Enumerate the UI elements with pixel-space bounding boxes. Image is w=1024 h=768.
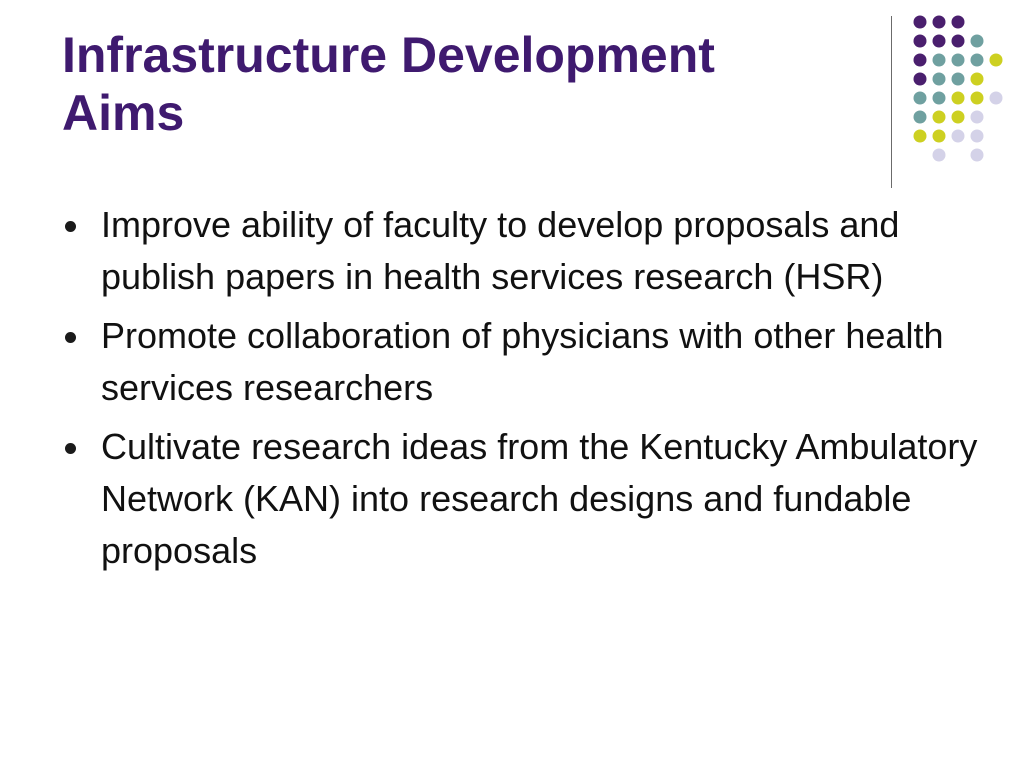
dot [952,130,965,143]
dot [952,111,965,124]
dot [914,130,927,143]
dot [914,16,927,29]
bullet-text: Promote collaboration of physicians with other health services researchers [101,315,944,408]
bullet-dot-icon [65,221,76,232]
dot [914,111,927,124]
dot [952,35,965,48]
dot [971,149,984,162]
dot [971,54,984,67]
bullet-text: Cultivate research ideas from the Kentucky Ambulatory Network (KAN) into research designs and fundable proposals [101,426,978,571]
dot [914,92,927,105]
dot [971,130,984,143]
dot [933,92,946,105]
dot [990,92,1003,105]
bullet-item [62,199,992,303]
bullet-text: Improve ability of faculty to develop proposals and publish papers in health services research (HSR) [101,204,900,297]
dot [933,54,946,67]
dot [952,16,965,29]
bullet-item [62,421,992,577]
dot [933,149,946,162]
dot [933,35,946,48]
slide-title: Infrastructure Development Aims [62,27,715,141]
dot [971,73,984,86]
dot-grid-icon [0,0,1024,200]
dot [933,16,946,29]
dot [914,73,927,86]
bullet-dot-icon [65,443,76,454]
dot [971,111,984,124]
dot [933,73,946,86]
dot [933,111,946,124]
dot [952,73,965,86]
dot [971,92,984,105]
bullet-dot-icon [65,332,76,343]
dot [914,35,927,48]
dot [952,92,965,105]
dot [914,54,927,67]
dot [971,35,984,48]
dot [952,54,965,67]
dot [933,130,946,143]
bullet-item [62,310,992,414]
dot [990,54,1003,67]
bullet-list [62,199,992,584]
